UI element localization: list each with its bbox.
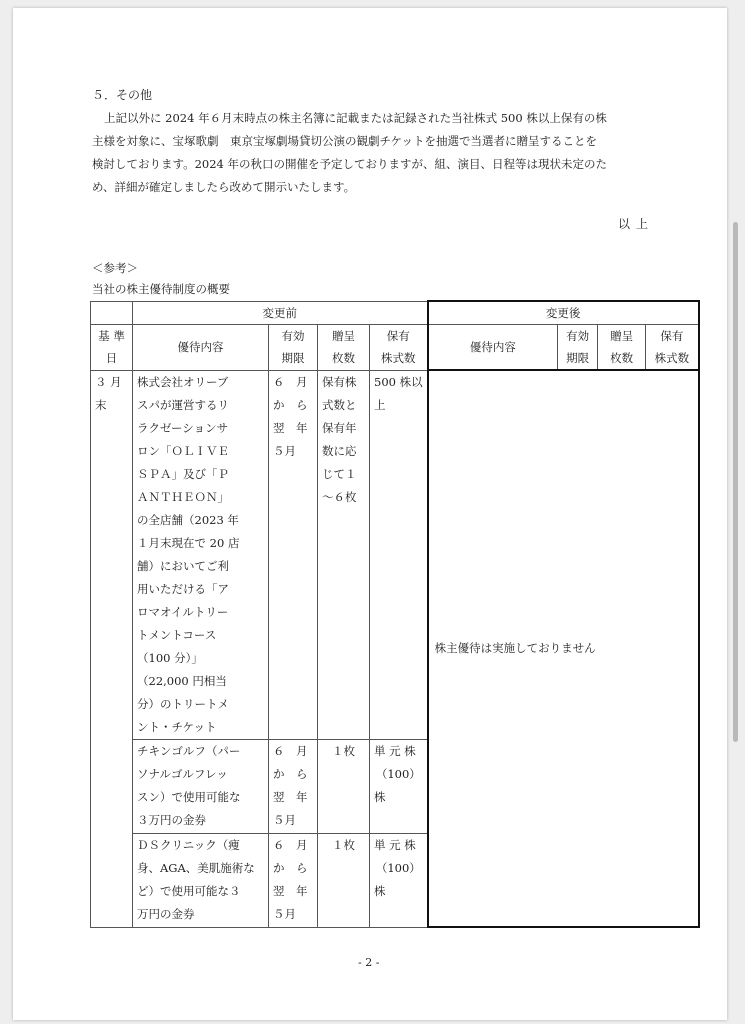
scrollbar[interactable] [733, 222, 738, 742]
shareholder-benefit-table [90, 300, 700, 928]
before-change-header: 変更前 [133, 301, 428, 325]
after-change-note: 株主優待は実施しておりません [428, 370, 699, 927]
benefit-content-cell: 株式会社オリーブ スパが運営するリ ラクゼーションサ ロン「ＯＬＩＶＥ ＳＰＡ」及び「Ｐ ＡＮＴＨＥＯＮ」 の全店舗（2023 年 １月末現在で 20 店 舗）においてご利 用いただける「ア ロマオイルトリー トメントコース （100 分）」 （22,000 円相当 分）のトリートメ ント・チケット [133, 370, 269, 739]
page-number: - 2 - [358, 956, 380, 969]
holding-cell: 単 元 株 （100） 株 [370, 739, 428, 833]
count-cell: １枚 [318, 739, 370, 833]
benefit-content-cell: ＤＳクリニック（痩 身、AGA、美肌施術な ど）で使用可能な３ 万円の金券 [133, 833, 269, 927]
base-date-cell: ３ 月 末 [91, 370, 133, 927]
paragraph-line: 検討しております。2024 年の秋口の開催を予定しておりますが、組、演目、日程等は現状未定のた [92, 157, 607, 171]
period-cell: ６ 月 か ら 翌 年 ５月 [269, 833, 318, 927]
count-header: 贈呈 枚数 [318, 325, 370, 371]
holding-cell: 500 株以 上 [370, 370, 428, 739]
paragraph-line: 主様を対象に、宝塚歌劇 東京宝塚劇場貸切公演の観劇チケットを抽選で当選者に贈呈することを [92, 134, 597, 148]
after-change-header: 変更後 [428, 301, 699, 325]
benefit-content-cell: チキンゴルフ（パー ソナルゴルフレッ スン）で使用可能な ３万円の金券 [133, 739, 269, 833]
holding-cell: 単 元 株 （100） 株 [370, 833, 428, 927]
closing-remark: 以上 [618, 217, 655, 231]
after-count-header: 贈呈 枚数 [598, 325, 646, 371]
base-date-header: 基 準 日 [91, 325, 133, 371]
count-cell: １枚 [318, 833, 370, 927]
table-title: 当社の株主優待制度の概要 [92, 282, 230, 296]
after-period-header: 有効 期限 [558, 325, 598, 371]
content-header: 優待内容 [133, 325, 269, 371]
period-cell: ６ 月 か ら 翌 年 ５月 [269, 739, 318, 833]
blank-header-cell [91, 301, 133, 325]
reference-label: ＜参考＞ [92, 261, 138, 275]
paragraph-line: 上記以外に 2024 年６月末時点の株主名簿に記載または記録された当社株式 500 株以上保有の株 [104, 111, 607, 125]
holding-header: 保有 株式数 [370, 325, 428, 371]
count-cell: 保有株 式数と 保有年 数に応 じて１ ～６枚 [318, 370, 370, 739]
period-header: 有効 期限 [269, 325, 318, 371]
table-row [91, 370, 699, 739]
after-holding-header: 保有 株式数 [646, 325, 699, 371]
period-cell: ６ 月 か ら 翌 年 ５月 [269, 370, 318, 739]
after-content-header: 優待内容 [428, 325, 558, 371]
paragraph-line: め、詳細が確定しましたら改めて開示いたします。 [92, 180, 356, 194]
section-title: ５．その他 [92, 88, 153, 102]
section-paragraph [92, 107, 662, 199]
